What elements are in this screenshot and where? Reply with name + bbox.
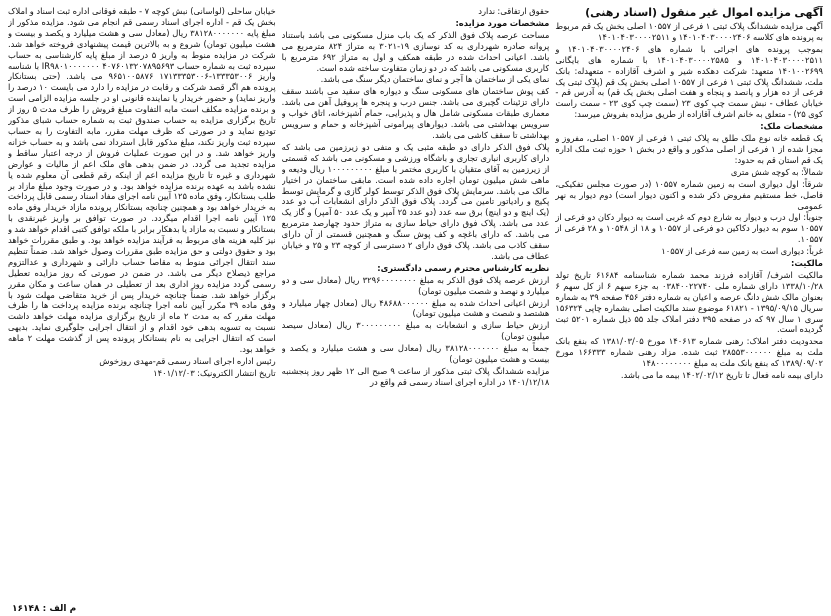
property-specs-paragraph: یک قطعه خانه نوع ملک طلق به پلاک ثبتی ۱ فرعی از ۱۰۵۵۷ اصلی، مفروز و مجزا شده از ۱ فرعی از اصلی مذکور و واقع در بخش ۱ حوزه ثبت ملک اداره یک قم استان قم به حدود: (555, 133, 823, 165)
notice-code: م الف : ۱۶۱۴۸ (12, 604, 77, 614)
yard-value: ارزش حیاط سازی و انشعابات به مبلغ ۳۰۰۰۰۰۰۰۰۰ ریال (معادل سیصد میلیون تومان) (281, 320, 550, 342)
column-right (555, 6, 823, 604)
boundary-east: شرقاً: اول دیواری است به زمین شماره ۱۰۵۵۷ (در صورت مجلس تفکیکی، فاصل، خط مستقیم مفروض ذکر شده و اکنون دیوار است) دوم دیوار به نهر عمومی (555, 178, 823, 211)
expert-opinion-heading: نظریه کارشناس محترم رسمی دادگستری: (377, 262, 550, 273)
boundary-north: شمالاً: به کوچه شش متری (730, 166, 823, 177)
column-middle (282, 6, 550, 604)
notice-title: آگهی مزایده اموال غیر منقول (اسناد رهنی) (585, 6, 823, 19)
ownership-paragraph: مالکیت اشرف/ آقازاده فرزند محمد شماره شناسنامه ۶۱۶۸۴ تاریخ تولد ۱۳۳۸/۱۰/۲۸ دارای شماره ملی ۰۳۸۴۰۰۲۲۷۴۰ به جزء سهم ۶ از کل سهم ۶ بعنوان مالک شش دانگ عرصه و اعیان به شماره دفتر ۴۵۶ صفحه ۳۹ به شماره سریال ۱۳۹۵/۰۹/۱۵ - ۶۱۸۲۱ موضوع سند مالکیت اصلی بشماره چاپی ۱۵۶۳۲۴ سری ۱ سال ۹۷ که در صفحه ۳۹۵ دفتر املاک جلد ۵۵ ذیل شماره ۵۲۰۱ ثبت گردیده است. (555, 269, 823, 335)
notice-columns (8, 6, 823, 604)
case-details-paragraph: بموجب پرونده های اجرائی با شماره های ۱۴۰۱۰۴۰۳۰۰۰۰۲۴۰۶ و ۱۴۰۱۰۴۰۳۰۰۰۰۲۵۱۱ و ۱۴۰۱۰۴۰۳۰۰۰۰۲۵۸۵ با شماره های بایگانی ۱۴۰۱۰۰۲۶۹۹ متعهد: شرکت دهکده شیر و اشرف آقازاده - متعهدله: بانک ملت، ششدانگ پلاک ثبتی ۱ فرعی از ۱۰۵۵۷ اصلی بخش یک قم (پلاک ثبتی یک فرعی از ده هزار و پانصد و پنجاه و هفت اصلی بخش یک قم) به آدرس قم - خیابان عطاف - نبش سمت چپ کوی ۲۳ (سمت چپ کوی ۲۳ - سمت راست کوی ۲۵) - متعلق به خانم اشرف آقازاده از طریق مزایده بفروش میرسد: (555, 43, 823, 120)
facade-paragraph: نمای یکی از ساختمان ها آجر و نمای ساختمان دیگر سنگ می باشد. (320, 74, 550, 85)
intro-paragraph: آگهی مزایده ششدانگ پلاک ثبتی ۱ فرعی از ۱۰۵۵۷ اصلی بخش یک قم مربوط به پرونده های کلاسه ۱۴۰۱۰۴۰۳۰۰۰۰۲۴۰۶ و ۱۴۰۱۰۴۰۳۰۰۰۰۲۵۱۱ (555, 21, 823, 42)
property-specs-heading: مشخصات ملک: (760, 121, 823, 132)
publish-date: تاریخ انتشار الکترونیک: ۱۴۰۱/۱۲/۰۳ (153, 367, 276, 378)
insurance-paragraph: دارای بیمه نامه فعال تا تاریخ ۱۴۰۲/۰۲/۱۲ بیمه ما می باشد. (620, 370, 823, 381)
footer (8, 604, 823, 614)
boundary-south: جنوباً: اول درب و دیوار به شارع دوم که غربی است به دیوار دکان دو فرعی از ۱۰۵۵۷ سوم به دیوار دکاکین دو فرعی از ۱۰۵۵۷ و ۱۸ از ۱۰۵۴۸ و ۲۸ فرعی از ۱۰۵۵۷. (555, 212, 823, 245)
ownership-heading: مالکیت: (791, 258, 823, 269)
total-value: جمعاً به مبلغ ۳۸۱۲۸۰۰۰۰۰۰۰ ریال (معادل سی و هشت میلیارد و یکصد و بیست و هشت میلیون تومان) (281, 343, 550, 365)
auction-item-heading: مشخصات مورد مزایده: (455, 17, 550, 28)
area-paragraph: مساحت عرصه پلاک فوق الذکر که یک باب منزل مسکونی می باشد باستناد پروانه صادره شهرداری به کد نوسازی ۱۹-۳۰۲۱ به متراژ ۸۲۴ مترمربع می باشد. اعیانی احداث شده در طبقه همکف و اول به متراژ ۶۹۲ مترمربع با کاربری مسکونی می باشد که در دو زمان متفاوت ساخته شده است. (281, 29, 550, 73)
land-value: ارزش عرصه پلاک فوق الذکر به مبلغ ۳۲۹۶۰۰۰۰۰۰۰۰ ریال (معادل سی و دو میلیارد و نهصد و شصت میلیون تومان) (281, 274, 550, 296)
column-left (8, 6, 276, 604)
restrictions-paragraph: محدودیت دفتر املاک: رهنی شماره ۱۴۰۶۱۳ مورخ ۱۳۸۱/۰۳/۰۵ که بنفع بانک ملت به مبلغ ۲۸۵۵۳۰۰۰۰۰۰ ثبت شده. مزاد رهنی شماره ۱۶۶۳۳۳ مورخ ۱۳۸۹/۰۹/۰۲ که بنفع بانک ملت به مبلغ ۱۴۸۰۰۰۰۰۰۰۰ (555, 336, 823, 369)
boundary-west: غرباً: دیواری است به زمین سه فرعی از ۱۰۵۵۷ (661, 246, 823, 257)
auction-terms-paragraph: خیابان ساحلی (لواسانی) نبش کوچه ۷ - طبقه فوقانی اداره ثبت اسناد و املاک بخش یک قم - اداره اجرای اسناد رسمی قم انجام می شود. مزایده مذکور از مبلغ پایه ۳۸۱۲۸۰۰۰۰۰۰۰ ریال (معادل سی و هشت میلیارد و یکصد و بیست و هشت میلیون تومان) شروع و به بالاترین قیمت پیشنهادی فروخته خواهد شد. شرکت در مزایده منوط به واریز ۵ درصد از مبلغ پایه کارشناسی به حساب سپرده ثبت به شماره حساب ۴۰۷۶۰۱۳۲۰۷۸۹۵۶۹۳ IR۹۸۰۱۰۰۰۰۰۰۰ با شناسه واریز ۱۳۳۳۵۳۰۰۶-۱۷۱۳۳۳۵۳۰۰۶ ۹۶۵۱۰۰۵۸۷۶ می باشد. (حتی بستانکار پرونده هم اگر قصد شرکت و رقابت در مزایده را دارد می بایست ۱۰ درصد را واریز نماید) و حضور خریدار یا نماینده قانونی او در جلسه مزایده الزامی است و برنده مزایده مکلف است مابه التفاوت مبلغ فروش را ظرف مدت ۵ روز از تاریخ برگزاری مزایده به حساب صندوق ثبت به شماره حساب شبای مذکور تودیع نماید و در صورتی که ظرف مهلت مقرر، مابه التفاوت را به حساب سپرده ثبت واریز نکند، مبلغ مذکور قابل استرداد نمی باشد و به حساب خزانه واریز خواهد شد. و در این صورت عملیات فروش از درجه اعتبار ساقط و مزایده تجدید می گردد. در ضمن بدهی های ملک اعم از مالیات و عوارض شهرداری و غیره تا تاریخ مزایده اعم از اینکه رقم قطعی آن معلوم شده یا نشده باشد به عهده برنده مزایده خواهد بود. و در صورت وجود مبلغ مازاد بر طلب بستانکار، وفق ماده ۱۲۵ آیین نامه اجرای مفاد اسناد رسمی قابل پرداخت به خریدار خواهد بود و همچنین چنانچه بستانکار پرونده مازاد خریدار وفق ماده ۱۲۵ آیین نامه اجرا اقدام میگردد. در صورت توافق بر واریز غیرنقدی با بستانکار و نسبت به مازاد یا بدهکار برابر با ملکه توافق کتبی اقدام خواهد شد و نیز کلیه هزینه های مربوط به فرآیند مزایده خواهد بود. و طبق مقررات خواهد بود و حقوق دولتی و حق مزایده طبق مقررات وصول خواهد شد. ضمناً تنظیم سند انتقال اجرائی منوط به مقاصا حساب دارائی و شهرداری و عدالتزوم مراجع ذیصلاح دیگر می باشد. در ضمن در صورتی که روز مزایده تعطیل رسمی گردد مزایده روز اداری بعد از تعطیلی در همان ساعت و مکان مقرر برگزار خواهد شد. ضمناً چنانچه خریدار پس از خرید متقاضی مهلت شود با وفق ماده ۳۹ مکرر آیین نامه اجرا چنانچه برنده مزایده پرداخت ها را ظرف مهلت مقرر که به مدت ۲ ماه از تاریخ برگزاری مزایده مهلت خواهد داشت نسبت به تسویه بدهی خود اقدام و از انتقال اجرایی جلوگیری نماید. بدیهی است که انتقال اجرایی به نام بستانکار پرونده پس از گذشت مهلت ۲ ماهه خواهد بود. (7, 6, 276, 355)
building-paragraph: پلاک فوق الذکر دارای دو طبقه مثبی یک و منفی دو زیرزمین می باشد که دارای کاربری انباری تجاری و باشگاه ورزشی و مسکونی می باشد که قسمتی از زیرزمین به آقای متقیان با کاربری مختمر با مبلغ ۱۰۰۰۰۰۰۰۰۰ ریال ودیعه و ماهی شش میلیون تومان اجاره داده شده است. مابقی ساختمان در اختیار مالک می باشد. سرمایش پلاک فوق الذکر توسط کولر گازی و گرمایش توسط پکیج و رادیاتور تامین می گردد. پلاک فوق الذکر دارای انشعابات آب دو عدد (یک اینچ و دو اینچ) برق سه عدد (دو عدد ۲۵ آمپر و یک عدد ۵۰ آمپر) و گاز یک عدد می باشد. پلاک فوق دارای حیاط سازی به متراژ حدود چهارصد مترمربع می باشد. که دارای باغچه و کف پوش سنگ و همچنین قسمتی از آن دارای سقف کاذب می باشد. پلاک فوق دارای ۲ دسترسی از کوچه ۲۳ و ۲۵ و خیابان عطاف می باشد. (281, 141, 550, 261)
building-value: ارزش اعیانی احداث شده به مبلغ ۴۸۶۸۸۰۰۰۰۰۰ ریال (معادل چهار میلیارد و هشتصد و شصت و هشت میلیون تومان) (281, 297, 550, 319)
signatory: رئیس اداره اجرای اسناد رسمی قم-مهدی روزخوش (99, 356, 276, 366)
interior-paragraph: کف پوش ساختمان های مسکونی سنگ و دیواره های سقید می باشند سقف دارای تزئینات گچبری می باشد. جنس درب و پنجره ها پروفیل آهن می باشد. معماری طبقات مسکونی شامل هال و پذیرایی، حمام آشپزخانه، اتاق خواب و سرویس بهداشتی می باشد. دیوارهای پیرامونی آشپزخانه و حمام و سرویس بهداشتی تا سقف کاشی می باشد. (281, 86, 550, 140)
auction-time-paragraph: مزایده ششدانگ پلاک ثبتی مذکور از ساعت ۹ صبح الی ۱۲ ظهر روز پنجشنبه ۱۴۰۱/۱۲/۱۸ در اداره اجرای اسناد رسمی قم واقع در (281, 366, 550, 387)
easement-rights: حقوق ارتفاقی: ندارد (478, 6, 550, 16)
